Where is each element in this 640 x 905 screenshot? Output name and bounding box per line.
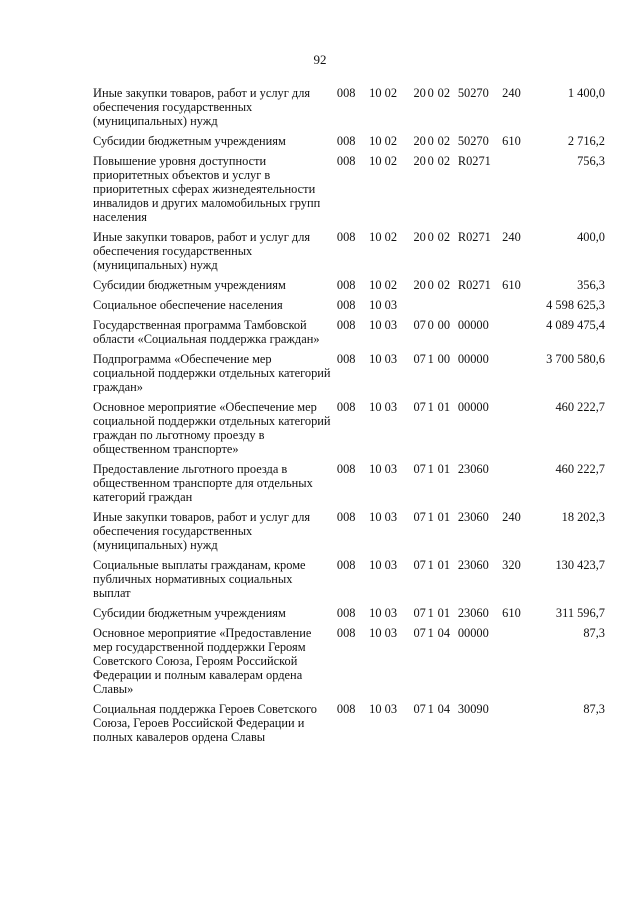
subprogram-code: [428, 298, 438, 318]
expense-type-code: 610: [502, 134, 521, 148]
main-activity-code: 00: [437, 318, 451, 332]
program-code: 07: [413, 352, 426, 366]
subprogram-code: 1: [427, 606, 434, 620]
amount: 756,3: [577, 154, 605, 168]
subprogram-code: 1: [427, 558, 434, 572]
section-code: 10 03: [369, 318, 398, 332]
row-name: Предоставление льготного проезда в общественном транспорте для отдельных категорий граждан: [93, 462, 313, 504]
section-code: 10 03: [369, 352, 398, 366]
section-code: 10 03: [369, 606, 398, 620]
expense-type-code: [502, 400, 530, 462]
section-code: 10 03: [369, 510, 398, 524]
amount: 356,3: [577, 278, 605, 292]
expense-type-code: 240: [502, 510, 521, 524]
program-code: 07: [413, 626, 426, 640]
row-name: Субсидии бюджетным учреждениям: [93, 606, 286, 620]
program-code: 07: [413, 510, 426, 524]
row-name: Иные закупки товаров, работ и услуг для обеспечения государственных (муниципальных) нужд: [93, 230, 311, 272]
direction-code: R0271: [457, 230, 491, 244]
expense-type-code: [502, 462, 530, 510]
table-row: [93, 298, 605, 318]
amount: 3 700 580,6: [546, 352, 605, 366]
subprogram-code: 1: [427, 352, 434, 366]
program-code: 20: [413, 278, 426, 292]
program-code: 07: [413, 702, 426, 716]
grbs-code: 008: [336, 318, 356, 332]
expense-type-code: [502, 298, 530, 318]
expense-type-code: 240: [502, 86, 521, 100]
main-activity-code: 01: [437, 462, 451, 476]
table-row: [93, 558, 605, 606]
direction-code: 23060: [457, 510, 489, 524]
main-activity-code: 01: [437, 558, 451, 572]
table-row: [93, 352, 605, 400]
program-code: 07: [413, 606, 426, 620]
table-row: [93, 462, 605, 510]
section-code: 10 02: [369, 154, 398, 168]
expense-type-code: [502, 318, 530, 352]
subprogram-code: 1: [427, 702, 434, 716]
expense-type-code: [502, 626, 530, 702]
subprogram-code: 0: [427, 318, 434, 332]
direction-code: R0271: [457, 278, 491, 292]
subprogram-code: 0: [427, 134, 434, 148]
row-name: Повышение уровня доступности приоритетных объектов и услуг в приоритетных сферах жизнедеятельности инвалидов и других маломобильных групп населения: [93, 154, 321, 224]
direction-code: 00000: [457, 626, 489, 640]
program-code: 07: [413, 558, 426, 572]
table-row: [93, 134, 605, 154]
grbs-code: 008: [336, 352, 356, 366]
table-row: [93, 318, 605, 352]
main-activity-code: 00: [437, 352, 451, 366]
expense-type-code: [502, 352, 530, 400]
table-row: [93, 230, 605, 278]
expense-type-code: [502, 154, 530, 230]
subprogram-code: 0: [427, 86, 434, 100]
row-name: Иные закупки товаров, работ и услуг для обеспечения государственных (муниципальных) нужд: [93, 86, 311, 128]
direction-code: R0271: [457, 154, 491, 168]
direction-code: 23060: [457, 606, 489, 620]
row-name: Социальное обеспечение населения: [93, 298, 283, 312]
table-row: [93, 278, 605, 298]
amount: 4 598 625,3: [546, 298, 605, 312]
grbs-code: 008: [336, 626, 356, 640]
program-code: 20: [413, 230, 426, 244]
grbs-code: 008: [336, 230, 356, 244]
amount: 1 400,0: [567, 86, 605, 100]
expense-type-code: 320: [502, 558, 521, 572]
table-row: [93, 154, 605, 230]
grbs-code: 008: [336, 86, 356, 100]
subprogram-code: 0: [427, 278, 434, 292]
section-code: 10 02: [369, 86, 398, 100]
amount: 87,3: [583, 702, 605, 716]
direction-code: 00000: [457, 352, 489, 366]
main-activity-code: 02: [437, 230, 451, 244]
program-code: 20: [413, 134, 426, 148]
program-code: [413, 298, 427, 318]
direction-code: 30090: [457, 702, 489, 716]
table-row: [93, 86, 605, 134]
subprogram-code: 1: [427, 626, 434, 640]
subprogram-code: 1: [427, 462, 434, 476]
table-row: [93, 510, 605, 558]
row-name: Основное мероприятие «Предоставление мер государственной поддержки Героям Советского Союза, Героям Российской Федерации и полным кавалерам ордена Славы»: [93, 626, 312, 696]
row-name: Социальная поддержка Героев Советского Союза, Героев Российской Федерации и полных кавалеров ордена Славы: [93, 702, 317, 744]
main-activity-code: 02: [437, 134, 451, 148]
grbs-code: 008: [336, 558, 356, 572]
section-code: 10 02: [369, 278, 398, 292]
section-code: 10 03: [369, 462, 398, 476]
budget-table: [93, 86, 605, 750]
main-activity-code: 01: [437, 510, 451, 524]
table-row: [93, 400, 605, 462]
main-activity-code: 04: [437, 626, 451, 640]
row-name: Иные закупки товаров, работ и услуг для обеспечения государственных (муниципальных) нужд: [93, 510, 311, 552]
section-code: 10 03: [369, 298, 398, 312]
section-code: 10 02: [369, 134, 398, 148]
section-code: 10 03: [369, 626, 398, 640]
direction-code: 50270: [457, 134, 489, 148]
amount: 18 202,3: [561, 510, 605, 524]
amount: 311 596,7: [555, 606, 605, 620]
amount: 400,0: [577, 230, 605, 244]
row-name: Субсидии бюджетным учреждениям: [93, 134, 286, 148]
amount: 4 089 475,4: [546, 318, 605, 332]
main-activity-code: 04: [437, 702, 451, 716]
table-row: [93, 626, 605, 702]
expense-type-code: 610: [502, 606, 521, 620]
main-activity-code: 02: [437, 86, 451, 100]
grbs-code: 008: [336, 400, 356, 414]
table-row: [93, 606, 605, 626]
row-name: Основное мероприятие «Обеспечение мер социальной поддержки отдельных категорий граждан по льготному проезду в общественном транспорте»: [93, 400, 331, 456]
program-code: 07: [413, 400, 426, 414]
expense-type-code: 610: [502, 278, 521, 292]
amount: 460 222,7: [555, 462, 605, 476]
section-code: 10 02: [369, 230, 398, 244]
program-code: 07: [413, 462, 426, 476]
table-row: [93, 702, 605, 750]
program-code: 07: [413, 318, 426, 332]
section-code: 10 03: [369, 702, 398, 716]
direction-code: 23060: [457, 462, 489, 476]
main-activity-code: 02: [437, 278, 451, 292]
direction-code: 23060: [457, 558, 489, 572]
grbs-code: 008: [336, 134, 356, 148]
subprogram-code: 1: [427, 510, 434, 524]
subprogram-code: 1: [427, 400, 434, 414]
grbs-code: 008: [336, 154, 356, 168]
grbs-code: 008: [336, 510, 356, 524]
page-number: 92: [313, 52, 327, 67]
row-name: Государственная программа Тамбовской области «Социальная поддержка граждан»: [93, 318, 320, 346]
direction-code: [458, 298, 502, 318]
amount: 2 716,2: [567, 134, 605, 148]
main-activity-code: 02: [437, 154, 451, 168]
expense-type-code: 240: [502, 230, 521, 244]
expense-type-code: [502, 702, 530, 750]
direction-code: 00000: [457, 400, 489, 414]
grbs-code: 008: [336, 702, 356, 716]
direction-code: 00000: [457, 318, 489, 332]
row-name: Субсидии бюджетным учреждениям: [93, 278, 286, 292]
subprogram-code: 0: [427, 154, 434, 168]
grbs-code: 008: [336, 606, 356, 620]
grbs-code: 008: [336, 298, 356, 312]
row-name: Социальные выплаты гражданам, кроме публичных нормативных социальных выплат: [93, 558, 306, 600]
grbs-code: 008: [336, 462, 356, 476]
program-code: 20: [413, 86, 426, 100]
main-activity-code: [438, 298, 458, 318]
amount: 130 423,7: [555, 558, 605, 572]
section-code: 10 03: [369, 400, 398, 414]
grbs-code: 008: [336, 278, 356, 292]
main-activity-code: 01: [437, 400, 451, 414]
row-name: Подпрограмма «Обеспечение мер социальной поддержки отдельных категорий граждан»: [93, 352, 331, 394]
direction-code: 50270: [457, 86, 489, 100]
main-activity-code: 01: [437, 606, 451, 620]
subprogram-code: 0: [427, 230, 434, 244]
amount: 87,3: [583, 626, 605, 640]
amount: 460 222,7: [555, 400, 605, 414]
table-body: [93, 86, 605, 750]
program-code: 20: [413, 154, 426, 168]
section-code: 10 03: [369, 558, 398, 572]
